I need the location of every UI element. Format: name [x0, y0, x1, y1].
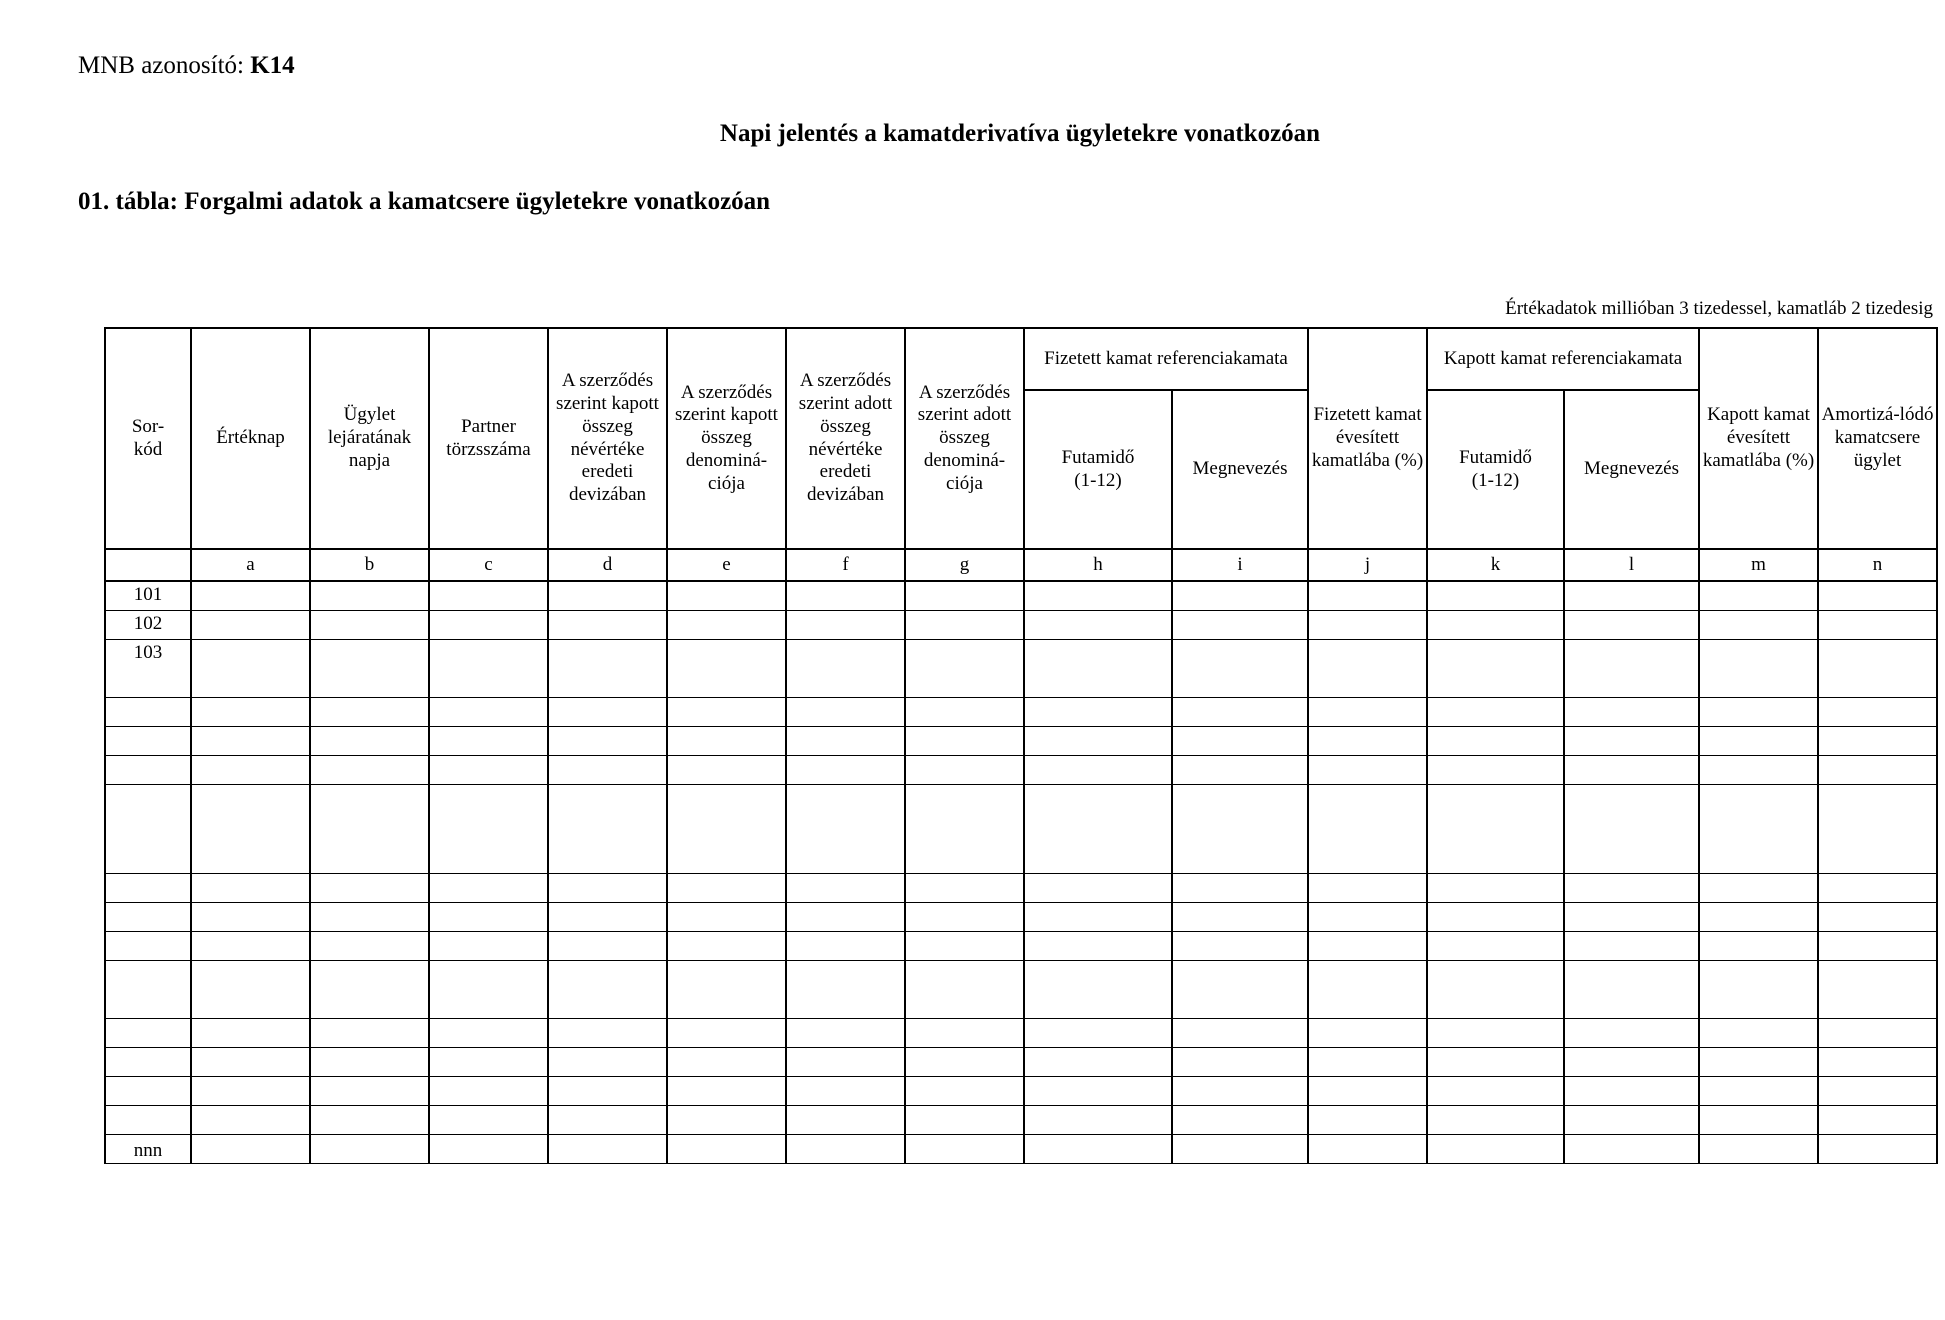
data-cell-c[interactable]: [429, 639, 548, 697]
data-cell-m[interactable]: [1699, 1047, 1818, 1076]
data-cell-i[interactable]: [1172, 873, 1308, 902]
data-cell-a[interactable]: [191, 960, 310, 1018]
data-cell-h[interactable]: [1024, 931, 1172, 960]
data-cell-d[interactable]: [548, 610, 667, 639]
data-cell-n[interactable]: [1818, 1134, 1937, 1163]
data-cell-i[interactable]: [1172, 784, 1308, 873]
data-cell-n[interactable]: [1818, 1047, 1937, 1076]
data-cell-h[interactable]: [1024, 1105, 1172, 1134]
data-cell-g[interactable]: [905, 697, 1024, 726]
table-header: [105, 328, 1937, 581]
data-cell-k[interactable]: [1427, 1134, 1564, 1163]
data-cell-b[interactable]: [310, 610, 429, 639]
column-letters-row: [105, 549, 1937, 581]
data-cell-b[interactable]: [310, 931, 429, 960]
data-cell-h[interactable]: [1024, 639, 1172, 697]
data-cell-a[interactable]: [191, 784, 310, 873]
data-cell-h[interactable]: [1024, 873, 1172, 902]
data-cell-f[interactable]: [786, 1018, 905, 1047]
data-cell-j[interactable]: [1308, 960, 1427, 1018]
table-row: [105, 1018, 1937, 1047]
data-cell-b[interactable]: [310, 726, 429, 755]
data-cell-n[interactable]: [1818, 581, 1937, 610]
data-cell-b[interactable]: [310, 960, 429, 1018]
data-cell-g[interactable]: [905, 1047, 1024, 1076]
header-col-k: Futamidő (1-12): [1427, 390, 1564, 549]
data-cell-e[interactable]: [667, 697, 786, 726]
data-cell-c[interactable]: [429, 755, 548, 784]
data-cell-n[interactable]: [1818, 1105, 1937, 1134]
data-cell-c[interactable]: [429, 1134, 548, 1163]
data-cell-k[interactable]: [1427, 581, 1564, 610]
data-cell-m[interactable]: [1699, 610, 1818, 639]
data-cell-f[interactable]: [786, 1105, 905, 1134]
column-letter-a: a: [191, 549, 310, 581]
data-cell-f[interactable]: [786, 697, 905, 726]
data-cell-m[interactable]: [1699, 931, 1818, 960]
data-cell-l[interactable]: [1564, 960, 1699, 1018]
data-cell-k[interactable]: [1427, 610, 1564, 639]
data-cell-m[interactable]: [1699, 1076, 1818, 1105]
data-cell-k[interactable]: [1427, 1076, 1564, 1105]
data-cell-j[interactable]: [1308, 639, 1427, 697]
row-code: [105, 726, 191, 755]
header-col-i: Megnevezés: [1172, 390, 1308, 549]
table-row: [105, 639, 1937, 697]
data-cell-l[interactable]: [1564, 1018, 1699, 1047]
data-cell-l[interactable]: [1564, 931, 1699, 960]
data-cell-e[interactable]: [667, 931, 786, 960]
data-cell-a[interactable]: [191, 726, 310, 755]
data-cell-d[interactable]: [548, 726, 667, 755]
data-cell-b[interactable]: [310, 755, 429, 784]
data-cell-a[interactable]: [191, 1018, 310, 1047]
data-cell-d[interactable]: [548, 639, 667, 697]
data-cell-e[interactable]: [667, 873, 786, 902]
data-cell-m[interactable]: [1699, 697, 1818, 726]
data-cell-h[interactable]: [1024, 902, 1172, 931]
data-cell-k[interactable]: [1427, 697, 1564, 726]
data-cell-m[interactable]: [1699, 902, 1818, 931]
data-cell-l[interactable]: [1564, 581, 1699, 610]
data-cell-n[interactable]: [1818, 755, 1937, 784]
table-row: [105, 960, 1937, 1018]
column-letter-e: e: [667, 549, 786, 581]
row-code: 103: [105, 639, 191, 697]
header-row-code: Sor- kód: [105, 328, 191, 549]
data-cell-f[interactable]: [786, 755, 905, 784]
data-cell-l[interactable]: [1564, 726, 1699, 755]
column-letter-d: d: [548, 549, 667, 581]
data-cell-n[interactable]: [1818, 784, 1937, 873]
header-col-c: Partner törzsszáma: [429, 328, 548, 549]
data-cell-h[interactable]: [1024, 1076, 1172, 1105]
column-letter-k: k: [1427, 549, 1564, 581]
header-col-b: Ügylet lejáratának napja: [310, 328, 429, 549]
header-col-e: A szerződés szerint kapott összeg denominá-ciója: [667, 328, 786, 549]
column-letter-j: j: [1308, 549, 1427, 581]
data-cell-c[interactable]: [429, 1076, 548, 1105]
header-col-n: Amortizá-lódó kamatcsere ügylet: [1818, 328, 1937, 549]
data-cell-k[interactable]: [1427, 1018, 1564, 1047]
header-col-j: Fizetett kamat évesített kamatlába (%): [1308, 328, 1427, 549]
table-body: [105, 581, 1937, 1163]
column-letter-b: b: [310, 549, 429, 581]
data-cell-c[interactable]: [429, 1105, 548, 1134]
data-cell-a[interactable]: [191, 581, 310, 610]
data-cell-b[interactable]: [310, 873, 429, 902]
table-row: [105, 784, 1937, 873]
data-cell-l[interactable]: [1564, 1105, 1699, 1134]
data-cell-l[interactable]: [1564, 697, 1699, 726]
data-cell-h[interactable]: [1024, 610, 1172, 639]
header-col-l: Megnevezés: [1564, 390, 1699, 549]
row-code: [105, 784, 191, 873]
table-row: [105, 873, 1937, 902]
data-cell-l[interactable]: [1564, 639, 1699, 697]
data-cell-j[interactable]: [1308, 1134, 1427, 1163]
data-cell-g[interactable]: [905, 873, 1024, 902]
data-cell-i[interactable]: [1172, 1076, 1308, 1105]
data-cell-f[interactable]: [786, 1076, 905, 1105]
data-cell-e[interactable]: [667, 1105, 786, 1134]
data-cell-d[interactable]: [548, 1105, 667, 1134]
units-note: Értékadatok millióban 3 tizedessel, kamatláb 2 tizedesig: [1505, 298, 1933, 319]
row-code: 101: [105, 581, 191, 610]
data-cell-g[interactable]: [905, 960, 1024, 1018]
data-cell-b[interactable]: [310, 1076, 429, 1105]
data-cell-l[interactable]: [1564, 1076, 1699, 1105]
data-cell-e[interactable]: [667, 581, 786, 610]
data-cell-g[interactable]: [905, 1018, 1024, 1047]
column-letter-h: h: [1024, 549, 1172, 581]
data-cell-l[interactable]: [1564, 1134, 1699, 1163]
data-cell-n[interactable]: [1818, 639, 1937, 697]
data-cell-m[interactable]: [1699, 784, 1818, 873]
data-cell-e[interactable]: [667, 610, 786, 639]
header-col-d: A szerződés szerint kapott összeg névértéke eredeti devizában: [548, 328, 667, 549]
data-cell-g[interactable]: [905, 581, 1024, 610]
data-cell-d[interactable]: [548, 1076, 667, 1105]
data-cell-k[interactable]: [1427, 1105, 1564, 1134]
data-cell-h[interactable]: [1024, 1018, 1172, 1047]
data-cell-e[interactable]: [667, 902, 786, 931]
data-cell-f[interactable]: [786, 581, 905, 610]
data-cell-g[interactable]: [905, 931, 1024, 960]
data-cell-k[interactable]: [1427, 726, 1564, 755]
column-letter-c: c: [429, 549, 548, 581]
data-cell-g[interactable]: [905, 755, 1024, 784]
data-cell-l[interactable]: [1564, 873, 1699, 902]
column-letter-g: g: [905, 549, 1024, 581]
data-cell-k[interactable]: [1427, 1047, 1564, 1076]
data-cell-a[interactable]: [191, 1105, 310, 1134]
data-cell-h[interactable]: [1024, 1047, 1172, 1076]
data-cell-d[interactable]: [548, 1018, 667, 1047]
column-letter-n: n: [1818, 549, 1937, 581]
column-letter-i: i: [1172, 549, 1308, 581]
column-letter-m: m: [1699, 549, 1818, 581]
data-cell-b[interactable]: [310, 1018, 429, 1047]
data-cell-m[interactable]: [1699, 1134, 1818, 1163]
data-cell-e[interactable]: [667, 784, 786, 873]
header-col-g: A szerződés szerint adott összeg denominá-ciója: [905, 328, 1024, 549]
data-cell-i[interactable]: [1172, 1047, 1308, 1076]
data-cell-d[interactable]: [548, 1134, 667, 1163]
data-cell-n[interactable]: [1818, 610, 1937, 639]
header-group-received-reference: Kapott kamat referenciakamata: [1427, 328, 1699, 390]
row-code: [105, 755, 191, 784]
data-cell-e[interactable]: [667, 639, 786, 697]
letters-row-code-blank: [105, 549, 191, 581]
data-cell-m[interactable]: [1699, 1105, 1818, 1134]
data-cell-k[interactable]: [1427, 784, 1564, 873]
table-row: [105, 697, 1937, 726]
data-cell-f[interactable]: [786, 726, 905, 755]
data-cell-i[interactable]: [1172, 1105, 1308, 1134]
data-cell-e[interactable]: [667, 1018, 786, 1047]
data-cell-c[interactable]: [429, 581, 548, 610]
data-cell-h[interactable]: [1024, 697, 1172, 726]
data-cell-i[interactable]: [1172, 697, 1308, 726]
data-cell-i[interactable]: [1172, 931, 1308, 960]
data-cell-b[interactable]: [310, 784, 429, 873]
data-cell-n[interactable]: [1818, 697, 1937, 726]
data-cell-i[interactable]: [1172, 902, 1308, 931]
data-cell-i[interactable]: [1172, 726, 1308, 755]
data-cell-h[interactable]: [1024, 784, 1172, 873]
data-cell-a[interactable]: [191, 639, 310, 697]
data-cell-m[interactable]: [1699, 726, 1818, 755]
data-cell-a[interactable]: [191, 902, 310, 931]
header-col-a: Értéknap: [191, 328, 310, 549]
data-cell-c[interactable]: [429, 873, 548, 902]
report-title: Napi jelentés a kamatderivatíva ügyletekre vonatkozóan: [719, 120, 1321, 147]
data-cell-g[interactable]: [905, 610, 1024, 639]
data-cell-n[interactable]: [1818, 726, 1937, 755]
data-cell-h[interactable]: [1024, 1134, 1172, 1163]
row-code: [105, 1018, 191, 1047]
table-row: [105, 931, 1937, 960]
row-code: [105, 902, 191, 931]
row-code: [105, 1076, 191, 1105]
data-cell-j[interactable]: [1308, 755, 1427, 784]
data-cell-j[interactable]: [1308, 697, 1427, 726]
data-cell-m[interactable]: [1699, 755, 1818, 784]
data-cell-b[interactable]: [310, 902, 429, 931]
data-cell-g[interactable]: [905, 639, 1024, 697]
data-cell-e[interactable]: [667, 1134, 786, 1163]
data-cell-f[interactable]: [786, 960, 905, 1018]
data-cell-i[interactable]: [1172, 1134, 1308, 1163]
data-cell-a[interactable]: [191, 1134, 310, 1163]
table-row: [105, 1134, 1937, 1163]
data-cell-g[interactable]: [905, 726, 1024, 755]
data-cell-n[interactable]: [1818, 960, 1937, 1018]
data-cell-k[interactable]: [1427, 639, 1564, 697]
data-cell-c[interactable]: [429, 902, 548, 931]
header-col-f: A szerződés szerint adott összeg névértéke eredeti devizában: [786, 328, 905, 549]
data-cell-n[interactable]: [1818, 1076, 1937, 1105]
data-cell-f[interactable]: [786, 931, 905, 960]
data-cell-f[interactable]: [786, 610, 905, 639]
data-cell-l[interactable]: [1564, 755, 1699, 784]
data-cell-k[interactable]: [1427, 873, 1564, 902]
data-cell-g[interactable]: [905, 1076, 1024, 1105]
data-cell-b[interactable]: [310, 581, 429, 610]
data-cell-h[interactable]: [1024, 581, 1172, 610]
data-cell-a[interactable]: [191, 697, 310, 726]
data-cell-j[interactable]: [1308, 581, 1427, 610]
table-row: [105, 726, 1937, 755]
data-cell-l[interactable]: [1564, 902, 1699, 931]
table-row: [105, 610, 1937, 639]
row-code: [105, 697, 191, 726]
data-cell-b[interactable]: [310, 697, 429, 726]
table-title: 01. tábla: Forgalmi adatok a kamatcsere ügyletekre vonatkozóan: [78, 188, 771, 215]
data-cell-j[interactable]: [1308, 1047, 1427, 1076]
data-cell-c[interactable]: [429, 931, 548, 960]
data-cell-d[interactable]: [548, 931, 667, 960]
row-code: 102: [105, 610, 191, 639]
data-cell-h[interactable]: [1024, 726, 1172, 755]
column-letter-l: l: [1564, 549, 1699, 581]
data-cell-c[interactable]: [429, 697, 548, 726]
data-cell-c[interactable]: [429, 726, 548, 755]
data-cell-d[interactable]: [548, 873, 667, 902]
data-cell-c[interactable]: [429, 784, 548, 873]
mnb-identifier: [78, 52, 295, 80]
data-cell-a[interactable]: [191, 610, 310, 639]
data-cell-i[interactable]: [1172, 639, 1308, 697]
data-cell-j[interactable]: [1308, 726, 1427, 755]
data-cell-c[interactable]: [429, 1018, 548, 1047]
data-cell-j[interactable]: [1308, 902, 1427, 931]
mnb-identifier-code: K14: [250, 52, 295, 79]
data-cell-e[interactable]: [667, 1047, 786, 1076]
data-cell-n[interactable]: [1818, 873, 1937, 902]
data-cell-f[interactable]: [786, 639, 905, 697]
data-cell-n[interactable]: [1818, 1018, 1937, 1047]
data-cell-i[interactable]: [1172, 1018, 1308, 1047]
table-row: [105, 755, 1937, 784]
data-cell-n[interactable]: [1818, 931, 1937, 960]
data-cell-d[interactable]: [548, 784, 667, 873]
data-cell-e[interactable]: [667, 960, 786, 1018]
data-cell-i[interactable]: [1172, 610, 1308, 639]
data-cell-k[interactable]: [1427, 755, 1564, 784]
data-cell-l[interactable]: [1564, 784, 1699, 873]
data-cell-e[interactable]: [667, 726, 786, 755]
data-cell-m[interactable]: [1699, 1018, 1818, 1047]
data-cell-a[interactable]: [191, 1076, 310, 1105]
table-row: [105, 1076, 1937, 1105]
data-cell-j[interactable]: [1308, 610, 1427, 639]
data-cell-n[interactable]: [1818, 902, 1937, 931]
data-cell-i[interactable]: [1172, 581, 1308, 610]
data-cell-e[interactable]: [667, 755, 786, 784]
data-cell-m[interactable]: [1699, 960, 1818, 1018]
data-cell-a[interactable]: [191, 931, 310, 960]
data-cell-k[interactable]: [1427, 960, 1564, 1018]
row-code: nnn: [105, 1134, 191, 1163]
data-cell-m[interactable]: [1699, 873, 1818, 902]
header-col-m: Kapott kamat évesített kamatlába (%): [1699, 328, 1818, 549]
data-cell-d[interactable]: [548, 581, 667, 610]
data-cell-f[interactable]: [786, 902, 905, 931]
data-cell-i[interactable]: [1172, 755, 1308, 784]
column-letter-f: f: [786, 549, 905, 581]
data-cell-d[interactable]: [548, 960, 667, 1018]
mnb-identifier-label: MNB azonosító:: [78, 52, 244, 79]
data-cell-h[interactable]: [1024, 960, 1172, 1018]
data-cell-k[interactable]: [1427, 902, 1564, 931]
data-cell-j[interactable]: [1308, 1076, 1427, 1105]
data-cell-g[interactable]: [905, 1134, 1024, 1163]
table-row: [105, 581, 1937, 610]
data-cell-f[interactable]: [786, 1047, 905, 1076]
row-code: [105, 931, 191, 960]
data-cell-b[interactable]: [310, 639, 429, 697]
table-row: [105, 1105, 1937, 1134]
data-cell-f[interactable]: [786, 1134, 905, 1163]
data-cell-i[interactable]: [1172, 960, 1308, 1018]
data-cell-d[interactable]: [548, 1047, 667, 1076]
data-cell-m[interactable]: [1699, 581, 1818, 610]
table-row: [105, 902, 1937, 931]
data-cell-c[interactable]: [429, 960, 548, 1018]
data-cell-b[interactable]: [310, 1105, 429, 1134]
data-cell-l[interactable]: [1564, 610, 1699, 639]
data-cell-b[interactable]: [310, 1047, 429, 1076]
data-cell-j[interactable]: [1308, 1018, 1427, 1047]
data-cell-d[interactable]: [548, 697, 667, 726]
header-group-paid-reference: Fizetett kamat referenciakamata: [1024, 328, 1308, 390]
report-table: [104, 327, 1938, 1164]
data-cell-g[interactable]: [905, 1105, 1024, 1134]
data-cell-k[interactable]: [1427, 931, 1564, 960]
data-cell-d[interactable]: [548, 902, 667, 931]
data-cell-m[interactable]: [1699, 639, 1818, 697]
data-cell-a[interactable]: [191, 755, 310, 784]
row-code: [105, 960, 191, 1018]
data-cell-j[interactable]: [1308, 1105, 1427, 1134]
data-cell-f[interactable]: [786, 784, 905, 873]
data-cell-g[interactable]: [905, 902, 1024, 931]
data-cell-f[interactable]: [786, 873, 905, 902]
data-cell-j[interactable]: [1308, 784, 1427, 873]
data-cell-d[interactable]: [548, 755, 667, 784]
data-cell-e[interactable]: [667, 1076, 786, 1105]
row-code: [105, 1105, 191, 1134]
data-cell-c[interactable]: [429, 610, 548, 639]
data-cell-a[interactable]: [191, 873, 310, 902]
data-cell-c[interactable]: [429, 1047, 548, 1076]
data-cell-l[interactable]: [1564, 1047, 1699, 1076]
data-cell-j[interactable]: [1308, 873, 1427, 902]
row-code: [105, 873, 191, 902]
data-cell-b[interactable]: [310, 1134, 429, 1163]
data-cell-j[interactable]: [1308, 931, 1427, 960]
row-code: [105, 1047, 191, 1076]
header-col-h: Futamidő (1-12): [1024, 390, 1172, 549]
data-cell-a[interactable]: [191, 1047, 310, 1076]
table-row: [105, 1047, 1937, 1076]
data-cell-h[interactable]: [1024, 755, 1172, 784]
data-cell-g[interactable]: [905, 784, 1024, 873]
